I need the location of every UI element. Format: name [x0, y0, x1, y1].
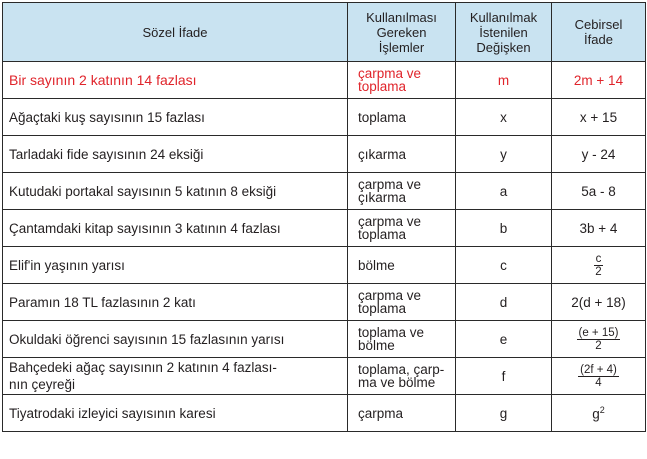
- operations: bölme: [348, 247, 456, 284]
- fraction-denominator: 2: [595, 265, 602, 278]
- fraction-numerator: (2f + 4): [580, 363, 617, 376]
- table-row: [3, 62, 646, 99]
- fraction-denominator: 4: [595, 376, 602, 389]
- algebraic-expression: 2(d + 18): [552, 284, 646, 321]
- operations: çarpma ve toplama: [348, 210, 456, 247]
- verbal-expression: Ağaçtaki kuş sayısının 15 fazlası: [3, 99, 348, 136]
- variable: m: [456, 62, 552, 99]
- operations: toplama: [348, 99, 456, 136]
- header-algebraic-expression: Cebirsel İfade: [552, 3, 646, 62]
- table-row: [3, 247, 646, 284]
- fraction-denominator: 2: [595, 339, 602, 352]
- algebraic-expression: 2m + 14: [552, 62, 646, 99]
- fraction-numerator: (e + 15): [578, 326, 619, 339]
- operations: çarpma ve çıkarma: [348, 173, 456, 210]
- header-variable: Kullanılmak İstenilen Değişken: [456, 3, 552, 62]
- verbal-expression: Tarladaki fide sayısının 24 eksiği: [3, 136, 348, 173]
- power-base: g: [592, 406, 600, 422]
- table-row: [3, 321, 646, 358]
- operations: çarpma ve toplama: [348, 284, 456, 321]
- algebraic-expression: [552, 247, 646, 284]
- algebraic-expression: [552, 395, 646, 432]
- verbal-expression-line2: nın çeyreği: [9, 377, 76, 392]
- verbal-expression: Çantamdaki kitap sayısının 3 katının 4 fazlası: [3, 210, 348, 247]
- algebraic-expression: 5a - 8: [552, 173, 646, 210]
- operations: çarpma ve toplama: [348, 62, 456, 99]
- header-operations: Kullanılması Gereken İşlemler: [348, 3, 456, 62]
- variable: a: [456, 173, 552, 210]
- algebraic-expression: x + 15: [552, 99, 646, 136]
- variable: f: [456, 358, 552, 395]
- variable: e: [456, 321, 552, 358]
- verbal-expression: Okuldaki öğrenci sayısının 15 fazlasının yarısı: [3, 321, 348, 358]
- fraction: [577, 327, 621, 352]
- verbal-expression: Tiyatrodaki izleyici sayısının karesi: [3, 395, 348, 432]
- fraction: [578, 364, 619, 389]
- variable: g: [456, 395, 552, 432]
- power-exponent: 2: [599, 404, 605, 415]
- operations: çıkarma: [348, 136, 456, 173]
- table-row: [3, 136, 646, 173]
- header-row: [3, 3, 646, 62]
- variable: d: [456, 284, 552, 321]
- variable: x: [456, 99, 552, 136]
- fraction-numerator: c: [595, 252, 602, 265]
- algebra-table: [2, 2, 646, 432]
- operations-line1: toplama, çarp-: [358, 362, 445, 377]
- table-row: [3, 395, 646, 432]
- operations: [348, 358, 456, 395]
- header-verbal-expression: Sözel İfade: [3, 3, 348, 62]
- algebraic-expression: [552, 358, 646, 395]
- algebraic-expression: [552, 321, 646, 358]
- verbal-expression: Kutudaki portakal sayısının 5 katının 8 eksiği: [3, 173, 348, 210]
- table-row: [3, 284, 646, 321]
- fraction: [593, 253, 603, 278]
- algebraic-expression: y - 24: [552, 136, 646, 173]
- variable: c: [456, 247, 552, 284]
- verbal-expression: [3, 358, 348, 395]
- variable: b: [456, 210, 552, 247]
- table-row: [3, 210, 646, 247]
- operations: çarpma: [348, 395, 456, 432]
- verbal-expression-line1: Bahçedeki ağaç sayısının 2 katının 4 fazlası-: [9, 360, 277, 375]
- verbal-expression: Elif'in yaşının yarısı: [3, 247, 348, 284]
- operations-line2: ma ve bölme: [358, 375, 436, 390]
- variable: y: [456, 136, 552, 173]
- table-row: [3, 358, 646, 395]
- verbal-expression: Bir sayının 2 katının 14 fazlası: [3, 62, 348, 99]
- table-row: [3, 99, 646, 136]
- table-row: [3, 173, 646, 210]
- verbal-expression: Paramın 18 TL fazlasının 2 katı: [3, 284, 348, 321]
- algebraic-expression: 3b + 4: [552, 210, 646, 247]
- operations: toplama ve bölme: [348, 321, 456, 358]
